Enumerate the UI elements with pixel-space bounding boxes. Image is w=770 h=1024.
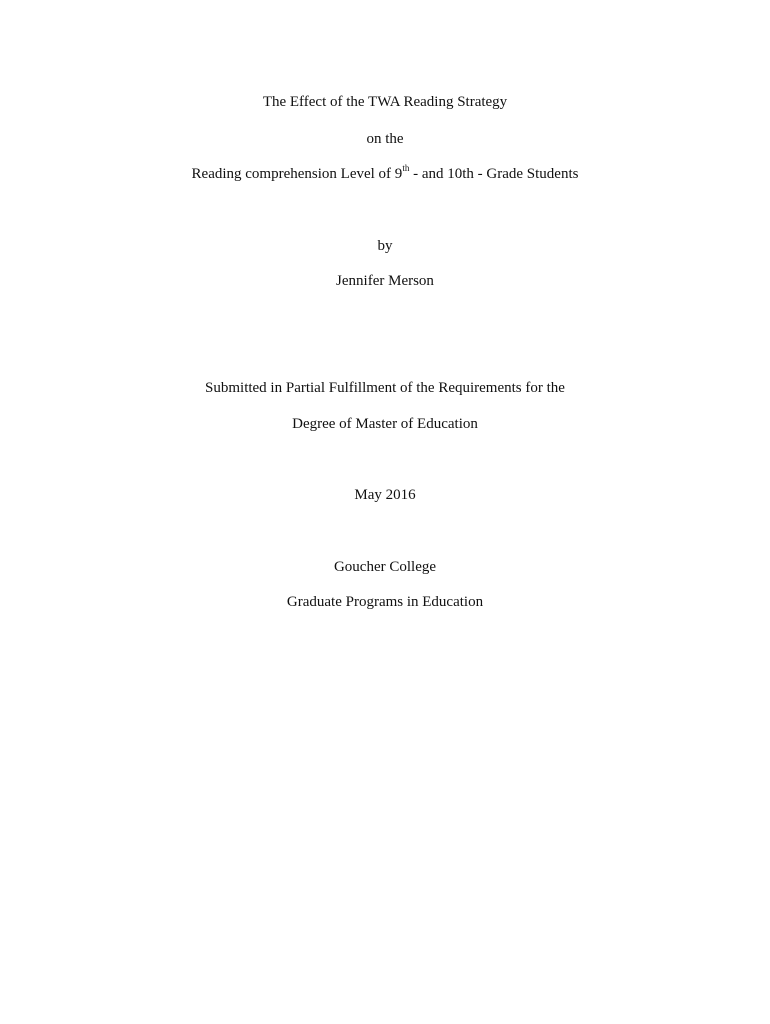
submission-line-2: Degree of Master of Education bbox=[292, 416, 478, 432]
program-name: Graduate Programs in Education bbox=[286, 594, 484, 610]
submission-date: May 2016 bbox=[354, 487, 416, 503]
title-line-2: on the bbox=[366, 131, 404, 147]
author-name: Jennifer Merson bbox=[336, 273, 434, 289]
byline-by: by bbox=[377, 238, 393, 254]
title-line-3 bbox=[0, 164, 770, 184]
title-line-1: The Effect of the TWA Reading Strategy bbox=[262, 94, 508, 110]
title-line-3-start: Reading comprehension Level of 9 bbox=[191, 166, 403, 182]
college-name: Goucher College bbox=[333, 559, 437, 575]
title-line-3-end: - and 10th - Grade Students bbox=[409, 166, 579, 182]
ordinal-superscript: th bbox=[402, 163, 410, 173]
submission-line-1: Submitted in Partial Fulfillment of the Requirements for the bbox=[205, 380, 565, 396]
